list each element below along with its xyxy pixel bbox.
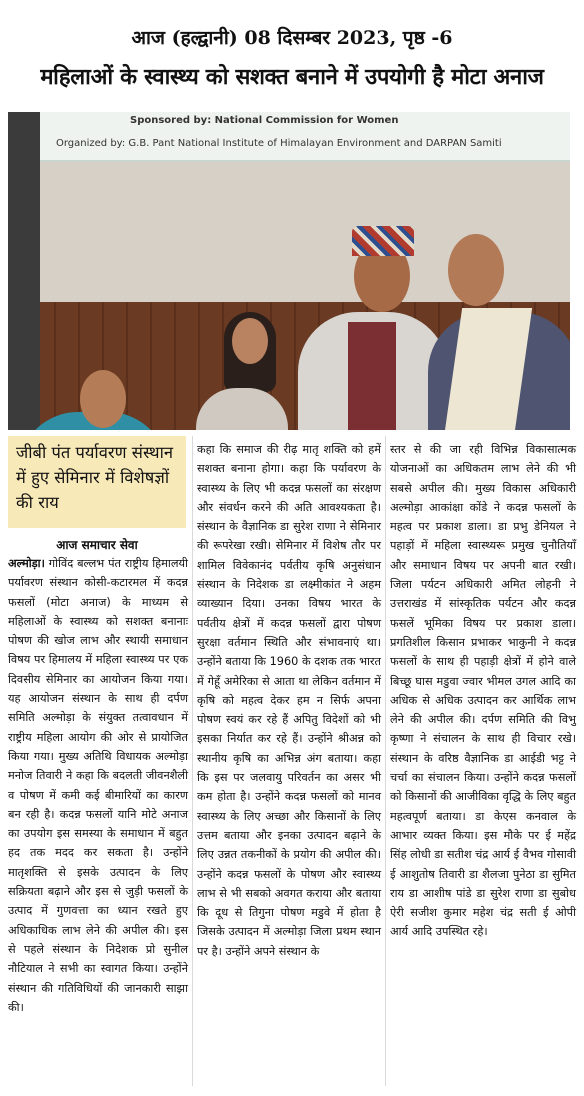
article-text: गोविंद बल्लभ पंत राष्ट्रीय हिमालयी पर्यावरण संस्थान कोसी-कटारमल में कदन्न फसलों (मोटा अनाज) के माध्यम से महिलाओं के स्वास्थ्य को सशक्त बनानाः पोषण की खोज लाभ और स्थायी समाधान विषय पर हिमालय में महिला स्वास्थ्य पर एक दिवसीय सेमिनार का आयोजन किया गया। यह आयोजन संस्थान के साथ ही दर्पण समिति अल्मोड़ा के संयुक्त तत्वावधान में राष्ट्रीय महिला आयोग की ओर से प्रायोजित किया गया। मुख्य अतिथि विधायक अल्मोड़ा मनोज तिवारी ने कहा कि बदलती जीवनशैली व पोषण में कमी कई बीमारियों का कारण बन रही है। कदन्न फसलों यानि मोटे अनाज का उपयोग इस समस्या के समाधान में बहुत हद तक मदद कर सकता है। उन्होंने मातृशक्ति से इसके उत्पादन के लिए सक्रियता बढ़ाने और इस से जुड़ी फसलों के उत्पाद में गुणवत्ता का ध्यान रखते हुए अधिकाधिक लाभ लेने की अपील की। इस से पहले संस्थान के निदेशक प्रो सुनील नौटियाल ने सभी का स्वागत किया। उन्होंने संस्थान की गतिविधियों की जानकारी साझा की। <box>8 557 188 1014</box>
seated-man-head <box>80 370 126 428</box>
man-with-shawl-head <box>448 234 504 306</box>
dateline: अल्मोड़ा। <box>8 557 45 570</box>
article-column-2 <box>197 440 381 961</box>
himachali-cap <box>352 226 414 256</box>
banner-sponsor-line: Sponsored by: National Commission for Women <box>130 115 399 126</box>
article-column-3 <box>390 440 576 942</box>
man-in-cap-shirt <box>348 322 396 430</box>
banner-organizer-line: Organized by: G.B. Pant National Institute of Himalayan Environment and DARPAN Samiti <box>56 138 502 149</box>
newspaper-masthead: आज (हल्द्वानी) 08 दिसम्बर 2023, पृष्ठ -6 <box>131 27 453 49</box>
byline: आज समाचार सेवा <box>56 538 138 552</box>
article-text: स्तर से की जा रही विभिन्न विकासात्मक योजनाओं का अधिकतम लाभ लेने की भी सबसे अपील की। मुख्य विकास अधिकारी अल्मोड़ा आकांक्षा कोंडे ने कदन्न फसलों के महत्व पर प्रकाश डाला। डा प्रभु डेनियल ने पहाड़ों में महिला स्वास्थ्यरू प्रमुख चुनौतियाँ और समाधान विषय पर अपनी बात रखी। जिला पर्यटन अधिकारी अमित लोहनी ने उत्तराखंड में सांस्कृतिक पर्यटन और कदन्न फसलें भूमिका विषय पर प्रकाश डाला। प्रगतिशील किसान प्रभाकर भाकुनी ने कदन्न फसलों के साथ ही पहाड़ी क्षेत्रों में होने वाले बिच्छू घास मडुवा ज्वार भीमल उगल आदि का अधिक से अधिक उत्पादन कर आर्थिक लाभ लेने की अपील की। दर्पण समिति की विभु कृष्णा ने संचालन के साथ ही विचार रखे। संस्थान के वरिष्ठ वैज्ञानिक डा आईडी भट्ट ने चर्चा का संचालन किया। उन्होंने कदन्न फसलों को किसानों की आजीविका वृद्धि के लिए बहुत महत्वपूर्ण बताया। डा केएस कनवाल के आभार व्यक्त किया। इस मौके पर ई महेंद्र सिंह लोधी डा सतीश चंद्र आर्य ई वैभव गोसावी ई आशुतोष तिवारी डा शैलजा पुनेठा डा सुमित राय डा आशीष पांडे डा सुरेश राणा डा सुबोध ऐरी सजीश कुमार महेश चंद्र सती ई ओपी आर्य आदि उपस्थित रहे। <box>390 443 576 939</box>
article-paragraph <box>8 554 188 1017</box>
column-divider <box>385 436 386 1086</box>
event-photo <box>8 112 570 430</box>
headline: महिलाओं के स्वास्थ्य को सशक्त बनाने में उपयोगी है मोटा अनाज <box>40 65 544 90</box>
column-divider <box>192 436 193 1086</box>
photo-left-frame <box>8 112 40 430</box>
standing-woman-head <box>232 318 268 364</box>
article-text: कहा कि समाज की रीढ़ मातृ शक्ति को हमें सशक्त बनाना होगा। कहा कि पर्यावरण के स्वास्थ्य के लिए भी कदन्न फसलों का संरक्षण और संवर्धन करने की अति आवश्यकता है। संस्थान के वैज्ञानिक डा सुरेश राणा ने सेमिनार की रूपरेखा रखी। सेमिनार में विशेष तौर पर शामिल विवेकानंद पर्वतीय कृषि अनुसंधान संस्थान के निदेशक डा लक्ष्मीकांत ने अहम व्याख्यान दिया। उनका विषय भारत के पर्वतीय क्षेत्रों में कदन्न फसलों द्वारा पोषण सुरक्षा वर्तमान स्थिति और संभावनाएं था। उन्होंने बताया कि 1960 के दशक तक भारत में गेहूँ अमेरिका से आता था लेकिन वर्तमान में कृषि को महत्व देकर हम न सिर्फ अपना पोषण स्वयं कर रहे हैं अपितु विदेशों को भी इसका निर्यात कर रहे हैं। उन्होंने श्रीअन्न को स्थानीय कृषि का अभिन्न अंग बताया। कहा कि इस पर जलवायु परिवर्तन का असर भी कम होता है। उन्होंने कदन्न फसलों को मानव स्वास्थ्य के लिए अच्छा और किसानों के लिए उत्तम बताया और इनका उत्पादन बढ़ाने के लिए उन्नत तकनीकों के प्रयोग की अपील की। उन्होंने कदन्न फसलों के पोषण और स्वास्थ्य लाभ से भी सबको अवगत कराया और बताया कि दूध से तिगुना पोषण मडुवे में होता है जिसके उत्पादन में अल्मोड़ा जिला प्रथम स्थान पर है। उन्होंने अपने संस्थान के <box>197 443 381 958</box>
event-banner <box>40 112 570 162</box>
article-column-1 <box>8 554 188 1017</box>
sub-headline: जीबी पंत पर्यावरण संस्थान में हुए सेमिनार में विशेषज्ञों की राय <box>8 436 186 528</box>
